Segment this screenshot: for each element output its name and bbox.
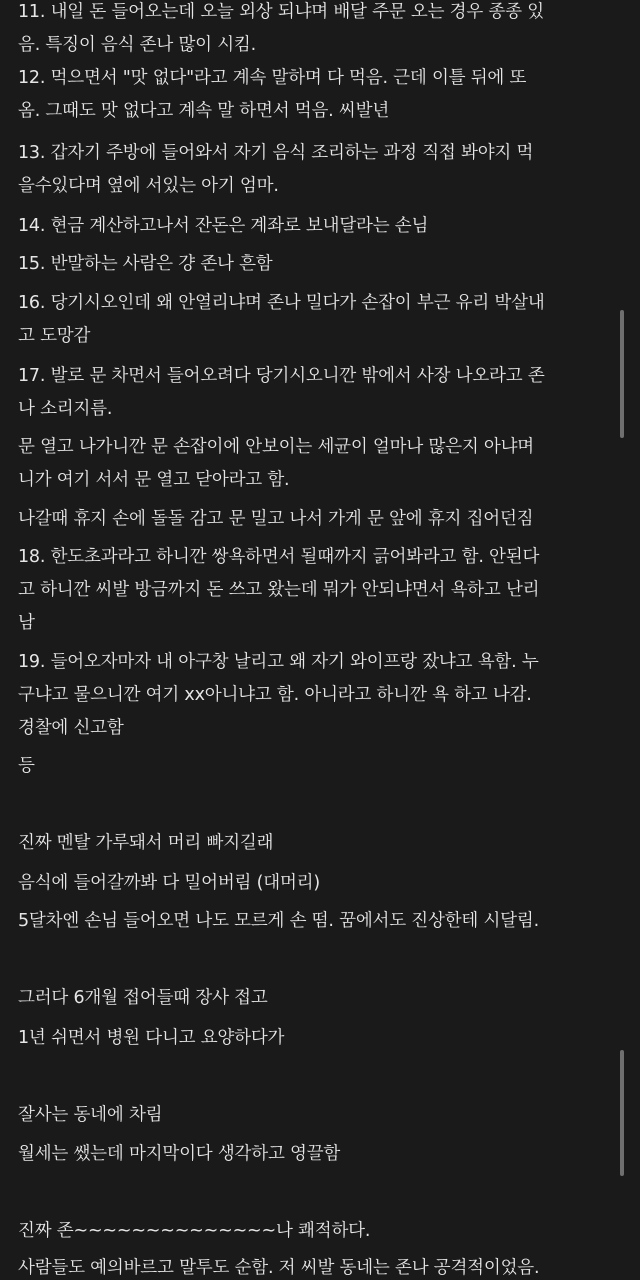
text-line: 1년 쉬면서 병원 다니고 요양하다가 bbox=[18, 1028, 285, 1048]
text-line: 남 bbox=[18, 613, 35, 633]
scrollbar[interactable] bbox=[620, 0, 626, 1280]
text-line: 15. 반말하는 사람은 걍 존나 흔함 bbox=[18, 254, 273, 274]
text-line: 14. 현금 계산하고나서 잔돈은 계좌로 보내달라는 손님 bbox=[18, 216, 429, 236]
text-line: 음식에 들어갈까봐 다 밀어버림 (대머리) bbox=[18, 873, 320, 893]
scrollbar-thumb[interactable] bbox=[620, 1050, 624, 1176]
text-line: 사람들도 예의바르고 말투도 순함. 저 씨발 동네는 존나 공격적이었음. bbox=[18, 1258, 540, 1278]
text-line: 나갈때 휴지 손에 돌돌 감고 문 밀고 나서 가게 문 앞에 휴지 집어던짐 bbox=[18, 509, 534, 529]
text-line: 12. 먹으면서 "맛 없다"라고 계속 말하며 다 먹음. 근데 이틀 뒤에 또 bbox=[18, 68, 527, 88]
text-line: 을수있다며 옆에 서있는 아기 엄마. bbox=[18, 176, 279, 196]
text-line: 구냐고 물으니깐 여기 xx아니냐고 함. 아니라고 하니깐 욕 하고 나감. bbox=[18, 685, 532, 705]
text-line: 경찰에 신고함 bbox=[18, 718, 124, 738]
text-line: 음. 특징이 음식 존나 많이 시킴. bbox=[18, 35, 256, 55]
text-line: 고 하니깐 씨발 방금까지 돈 쓰고 왔는데 뭐가 안되냐면서 욕하고 난리 bbox=[18, 580, 540, 600]
text-line: 진짜 멘탈 가루돼서 머리 빠지길래 bbox=[18, 833, 274, 853]
text-line: 옴. 그때도 맛 없다고 계속 말 하면서 먹음. 씨발년 bbox=[18, 101, 390, 121]
text-line: 나 소리지름. bbox=[18, 399, 113, 419]
text-line: 11. 내일 돈 들어오는데 오늘 외상 되냐며 배달 주문 오는 경우 종종 있 bbox=[18, 2, 544, 22]
text-line: 니가 여기 서서 문 열고 닫아라고 함. bbox=[18, 470, 290, 490]
text-line: 문 열고 나가니깐 문 손잡이에 안보이는 세균이 얼마나 많은지 아냐며 bbox=[18, 437, 535, 457]
text-line: 고 도망감 bbox=[18, 326, 91, 346]
text-line: 17. 발로 문 차면서 들어오려다 당기시오니깐 밖에서 사장 나오라고 존 bbox=[18, 366, 545, 386]
text-line: 5달차엔 손님 들어오면 나도 모르게 손 떰. 꿈에서도 진상한테 시달림. bbox=[18, 911, 539, 931]
text-line: 16. 당기시오인데 왜 안열리냐며 존나 밀다가 손잡이 부근 유리 박살내 bbox=[18, 293, 545, 313]
text-line: 그러다 6개월 접어들때 장사 접고 bbox=[18, 988, 268, 1008]
text-line: 등 bbox=[18, 756, 35, 776]
text-line: 월세는 쌨는데 마지막이다 생각하고 영끌함 bbox=[18, 1144, 341, 1164]
text-line: 18. 한도초과라고 하니깐 쌍욕하면서 될때까지 긁어봐라고 함. 안된다 bbox=[18, 547, 540, 567]
text-line: 진짜 존~~~~~~~~~~~~~~나 쾌적하다. bbox=[18, 1221, 371, 1241]
text-line: 13. 갑자기 주방에 들어와서 자기 음식 조리하는 과정 직접 봐야지 먹 bbox=[18, 143, 534, 163]
text-line: 잘사는 동네에 차림 bbox=[18, 1105, 163, 1125]
text-line: 19. 들어오자마자 내 아구창 날리고 왜 자기 와이프랑 잤냐고 욕함. 누 bbox=[18, 652, 539, 672]
scrollbar-thumb[interactable] bbox=[620, 310, 624, 438]
